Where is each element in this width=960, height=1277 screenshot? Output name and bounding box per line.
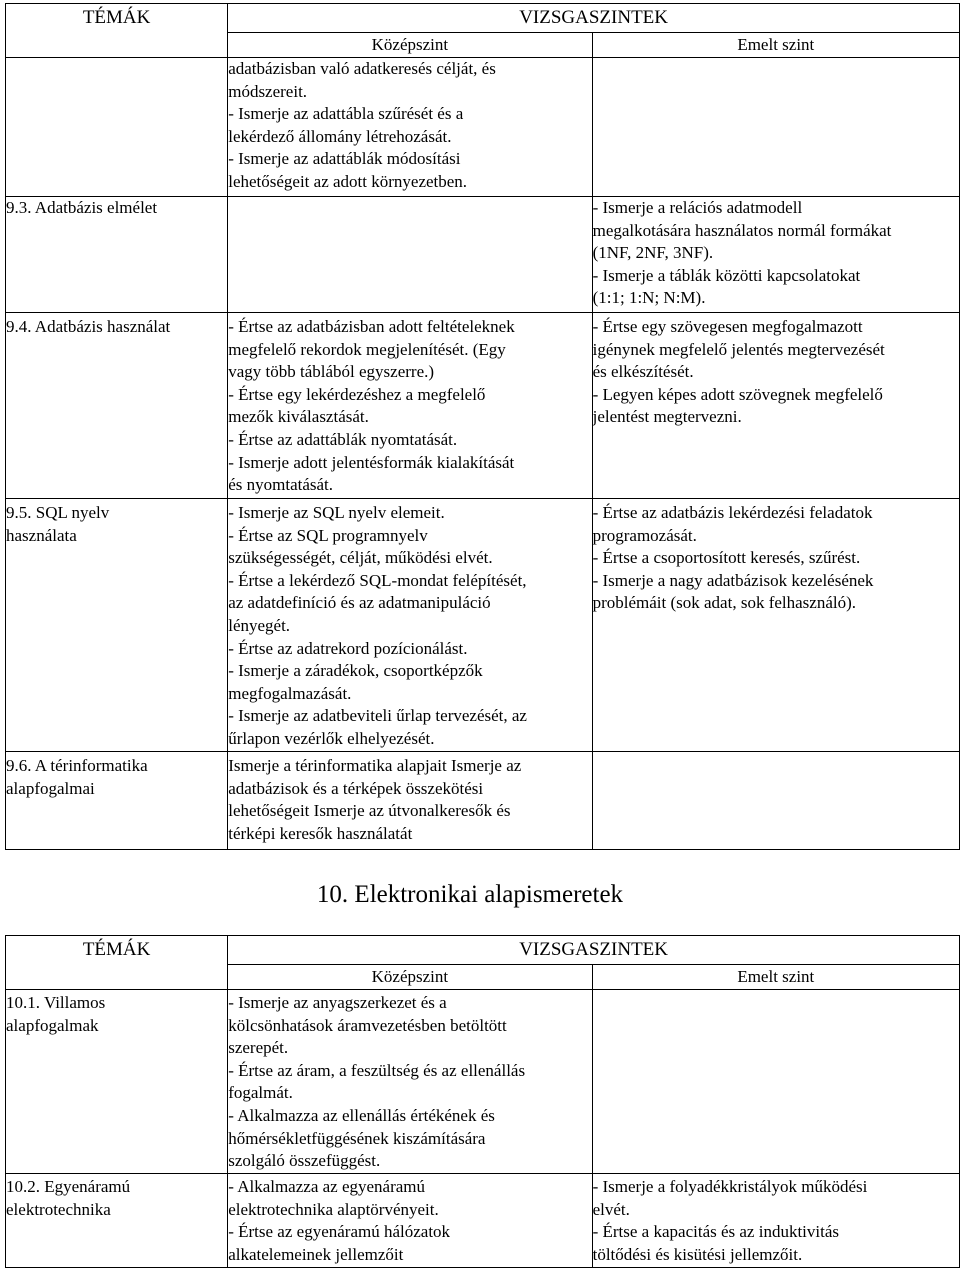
table-row [6,990,960,1174]
text-line: 9.5. SQL nyelv [6,503,110,522]
table-row [6,313,960,499]
text-line: - Ismerje a záradékok, csoportképzők [228,661,483,681]
adv-level-cell [592,313,959,499]
text-line: elektrotechnika alaptörvényeit. [228,1199,439,1219]
text-line: - Alkalmazza az ellenállás értékének és [228,1105,495,1125]
mid-level-cell [228,1174,592,1268]
text-line: - Értse a csoportosított keresés, szűrést. [592,548,861,568]
exam-table-10 [5,935,960,1268]
text-line: alapfogalmak [6,1015,99,1035]
text-line: - Ismerje az anyagszerkezet és a [228,993,447,1012]
text-line: - Értse az adatrekord pozícionálást. [228,638,468,658]
text-line: alapfogalmai [6,778,95,798]
text-line: - Ismerje az SQL nyelv elemeit. [228,503,445,522]
text-line: 9.6. A térinformatika [6,756,148,775]
header-adv-level: Emelt szint [592,33,959,58]
header-adv-level: Emelt szint [592,965,959,990]
table-row [6,197,960,313]
mid-level-cell [228,313,592,499]
text-line: elvét. [592,1199,630,1219]
text-line: adatbázisok és a térképek összekötési [228,778,484,798]
mid-level-cell [228,752,592,850]
mid-level-cell [228,58,592,197]
text-line: kölcsönhatások áramvezetésben betöltött [228,1015,507,1035]
mid-level-cell [228,197,592,313]
topic-cell [6,58,228,197]
text-line: megfelelő rekordok megjelenítését. (Egy [228,339,506,359]
text-line: - Értse az adattáblák nyomtatását. [228,429,458,449]
text-line: jelentést megtervezni. [592,407,742,427]
text-line: (1:1; 1:N; N:M). [592,288,706,308]
text-line: töltődési és kisütési jellemzőit. [592,1244,803,1264]
table-row [6,499,960,752]
text-line: megfogalmazását. [228,683,352,703]
table-row [6,1174,960,1268]
text-line: Ismerje a térinformatika alapjait Ismerje az [228,756,522,775]
text-line: mezők kiválasztását. [228,407,369,427]
section-title: 10. Elektronikai alapismeretek [316,881,624,908]
text-line: - Értse a lekérdező SQL-mondat felépítését, [228,570,527,590]
text-line: használata [6,525,77,545]
text-line: űrlapon vezérlők elhelyezését. [228,728,435,748]
table-row [6,752,960,850]
topic-cell [6,752,228,850]
text-line: - Ismerje az adatbeviteli űrlap tervezését, az [228,706,527,726]
text-line: - Alkalmazza az egyenáramú [228,1177,426,1196]
text-line: fogalmát. [228,1083,293,1103]
text-line: problémáit (sok adat, sok felhasználó). [592,593,857,613]
text-line: - Ismerje a relációs adatmodell [592,198,803,217]
header-mid-level: Középszint [228,965,592,990]
topic-cell [6,197,228,313]
text-line: szerepét. [228,1038,289,1058]
text-line: igénynek megfelelő jelentés megtervezését [592,339,885,359]
text-line: - Értse az SQL programnyelv [228,525,428,545]
text-line: - Értse az adatbázisban adott feltételeknek [228,317,515,336]
text-line: - Ismerje az adattáblák módosítási [228,149,461,169]
text-line: szükségességét, célját, működési elvét. [228,548,493,568]
text-line: adatbázisban való adatkeresés célját, és [228,59,496,78]
text-line: az adatdefiníció és az adatmanipuláció [228,593,491,613]
header-levels: VIZSGASZINTEK [228,936,960,965]
text-line: vagy több táblából egyszerre.) [228,362,435,382]
text-line: megalkotására használatos normál formákat [592,220,892,240]
text-line: - Értse a kapacitás és az induktivitás [592,1222,840,1242]
text-line: lehetőségeit Ismerje az útvonalkeresők és [228,801,511,821]
text-line: alkatelemeinek jellemzőit [228,1244,404,1264]
text-line: - Ismerje a nagy adatbázisok kezelésének [592,570,874,590]
text-line: - Értse az áram, a feszültség és az ellenállás [228,1060,526,1080]
text-line: szolgáló összefüggést. [228,1151,381,1171]
text-line: 10.2. Egyenáramú [6,1177,131,1196]
table-row [6,58,960,197]
text-line: (1NF, 2NF, 3NF). [592,243,714,263]
mid-level-cell [228,499,592,752]
adv-level-cell [592,1174,959,1268]
text-line: hőmérsékletfüggésének kiszámítására [228,1128,486,1148]
adv-level-cell [592,752,959,850]
header-mid-level: Középszint [228,33,592,58]
mid-level-cell [228,990,592,1174]
text-line: lehetőségeit az adott környezetben. [228,171,468,191]
topic-cell [6,499,228,752]
header-topics: TÉMÁK [6,4,228,58]
text-line: lekérdező állomány létrehozását. [228,126,452,146]
adv-level-cell [592,499,959,752]
text-line: térképi keresők használatát [228,823,413,843]
text-line: - Ismerje adott jelentésformák kialakítását [228,452,515,472]
text-line: 10.1. Villamos [6,993,106,1012]
adv-level-cell [592,58,959,197]
text-line: - Ismerje a folyadékkristályok működési [592,1177,868,1196]
text-line: - Értse egy szövegesen megfogalmazott [592,317,863,336]
text-line: - Értse az adatbázis lekérdezési feladatok [592,503,873,522]
text-line: 9.4. Adatbázis használat [6,317,171,336]
text-line: módszereit. [228,81,308,101]
text-line: - Értse az egyenáramú hálózatok [228,1222,451,1242]
text-line: és elkészítését. [592,362,694,382]
exam-table-9 [5,3,960,850]
text-line: elektrotechnika [6,1199,111,1219]
text-line: programozását. [592,525,697,545]
text-line: - Legyen képes adott szövegnek megfelelő [592,384,883,404]
text-line: - Ismerje a táblák közötti kapcsolatokat [592,265,861,285]
header-topics: TÉMÁK [6,936,228,990]
topic-cell [6,990,228,1174]
adv-level-cell [592,990,959,1174]
adv-level-cell [592,197,959,313]
text-line: 9.3. Adatbázis elmélet [6,198,158,217]
topic-cell [6,313,228,499]
text-line: - Ismerje az adattábla szűrését és a [228,104,464,124]
text-line: lényegét. [228,615,291,635]
text-line: és nyomtatását. [228,475,334,495]
text-line: - Értse egy lekérdezéshez a megfelelő [228,384,486,404]
header-levels: VIZSGASZINTEK [228,4,960,33]
topic-cell [6,1174,228,1268]
